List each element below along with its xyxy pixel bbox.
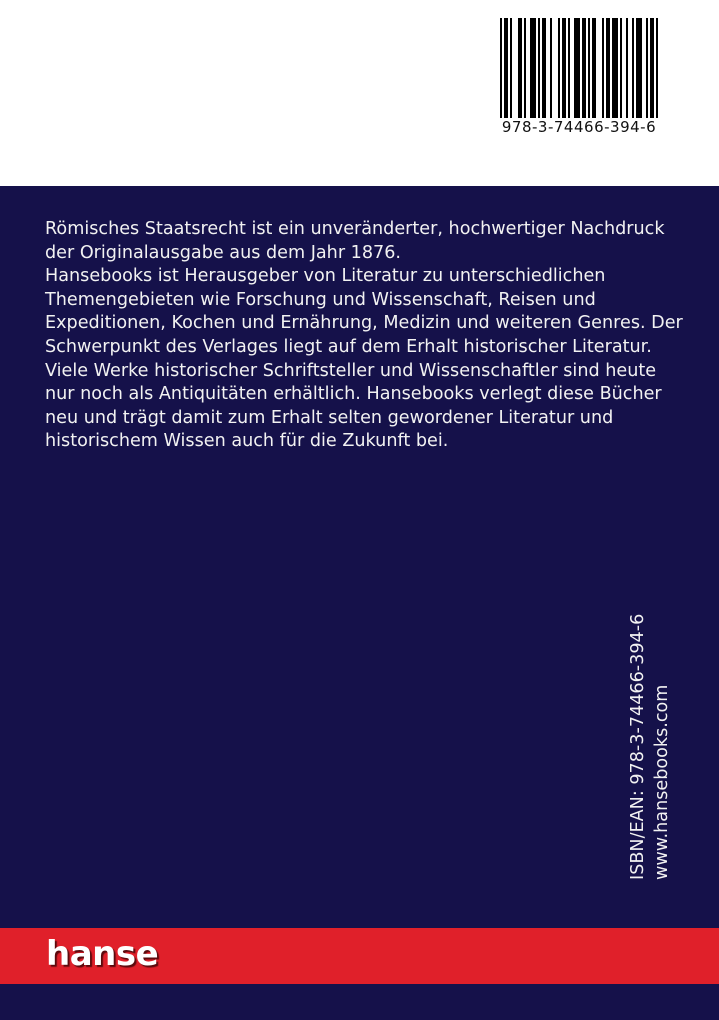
vertical-publisher-info — [626, 614, 674, 880]
barcode — [494, 12, 664, 138]
website-text: www.hansebooks.com — [652, 684, 672, 880]
isbn-text: ISBN/EAN: 978-3-74466-394-6 — [628, 613, 648, 880]
barcode-bars — [500, 18, 660, 118]
bottom-strip — [0, 984, 719, 1020]
description-paragraph-1: Römisches Staatsrecht ist ein unveränderter, hochwertiger Nachdruck der Originalausgabe aus dem Jahr 1876. — [45, 219, 665, 263]
book-description — [45, 218, 685, 454]
hanse-logo: hanse — [46, 934, 159, 974]
barcode-number: 978-3-74466-394-6 — [501, 118, 657, 136]
top-white-area — [0, 0, 719, 186]
description-paragraph-2: Hansebooks ist Herausgeber von Literatur zu unterschiedlichen Themengebieten wie Forschung und Wissenschaft, Reisen und Expeditionen, Kochen und Ernährung, Medizin und weiteren Genres. Der Schwerpunkt des Verlages liegt auf dem Erhalt historischer Literatur. Viele Werke historischer Schriftsteller und Wissenschaftler sind heute nur noch als Antiquitäten erhältlich. Hansebooks verlegt diese Bücher neu und trägt damit zum Erhalt selten gewordener Literatur und historischem Wissen auch für die Zukunft bei. — [45, 266, 683, 452]
